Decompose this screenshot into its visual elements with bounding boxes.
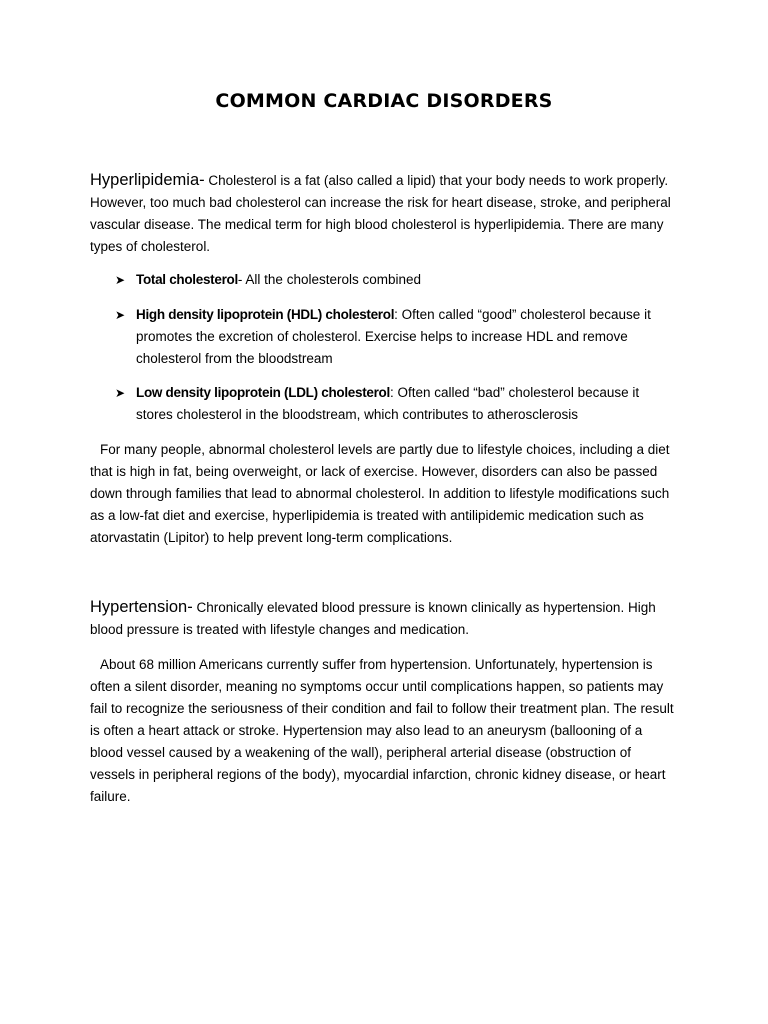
bullet-hdl-cholesterol: [115, 304, 675, 370]
arrow-bullet-icon: ➤: [115, 308, 126, 322]
hypertension-body: [90, 654, 674, 808]
hypertension-body-text: About 68 million Americans currently suffer from hypertension. Unfortunately, hypertension is often a silent disorder, meaning no symptoms occur until complications happen, so patients may fail to recognize the seriousness of their condition and fail to follow their treatment plan. The result is often a heart attack or stroke. Hypertension may also lead to an aneurysm (ballooning of a blood vessel caused by a weakening of the wall), peripheral arterial disease (obstruction of vessels in peripheral regions of the body), myocardial infarction, chronic kidney disease, or heart failure.: [90, 657, 674, 804]
hyperlipidemia-intro-text: Cholesterol is a fat (also called a lipid) that your body needs to work properly. However, too much bad cholesterol can increase the risk for heart disease, stroke, and peripheral vascular disease. The medical term for high blood cholesterol is hyperlipidemia. There are many types of cholesterol.: [90, 173, 671, 254]
bullet-total-cholesterol: [115, 269, 675, 291]
hyperlipidemia-body: [90, 439, 674, 549]
hypertension-intro: [90, 596, 674, 641]
hypertension-intro-text: Chronically elevated blood pressure is known clinically as hypertension. High blood pressure is treated with lifestyle changes and medication.: [90, 600, 656, 637]
arrow-bullet-icon: ➤: [115, 273, 126, 287]
bullet-text: : Often called “good” cholesterol because it promotes the excretion of cholesterol. Exercise helps to increase HDL and remove cholesterol from the bloodstream: [136, 307, 651, 366]
arrow-bullet-icon: ➤: [115, 386, 126, 400]
page-title: COMMON CARDIAC DISORDERS: [215, 90, 553, 112]
bullet-text: - All the cholesterols combined: [237, 272, 422, 287]
hyperlipidemia-term: Hyperlipidemia-: [90, 171, 205, 189]
bullet-term: High density lipoprotein (HDL) cholesterol: [136, 307, 395, 322]
hyperlipidemia-body-text: For many people, abnormal cholesterol levels are partly due to lifestyle choices, including a diet that is high in fat, being overweight, or lack of exercise. However, disorders can also be passed down through families that lead to abnormal cholesterol. In addition to lifestyle modifications such as a low-fat diet and exercise, hyperlipidemia is treated with antilipidemic medication such as atorvastatin (Lipitor) to help prevent long-term complications.: [90, 442, 670, 545]
bullet-ldl-cholesterol: [115, 382, 675, 426]
bullet-term: Total cholesterol: [136, 272, 238, 287]
hyperlipidemia-intro: [90, 169, 674, 258]
hypertension-term: Hypertension-: [90, 598, 193, 616]
bullet-text: : Often called “bad” cholesterol because it stores cholesterol in the bloodstream, which contributes to atherosclerosis: [136, 385, 640, 422]
bullet-term: Low density lipoprotein (LDL) cholesterol: [136, 385, 390, 400]
